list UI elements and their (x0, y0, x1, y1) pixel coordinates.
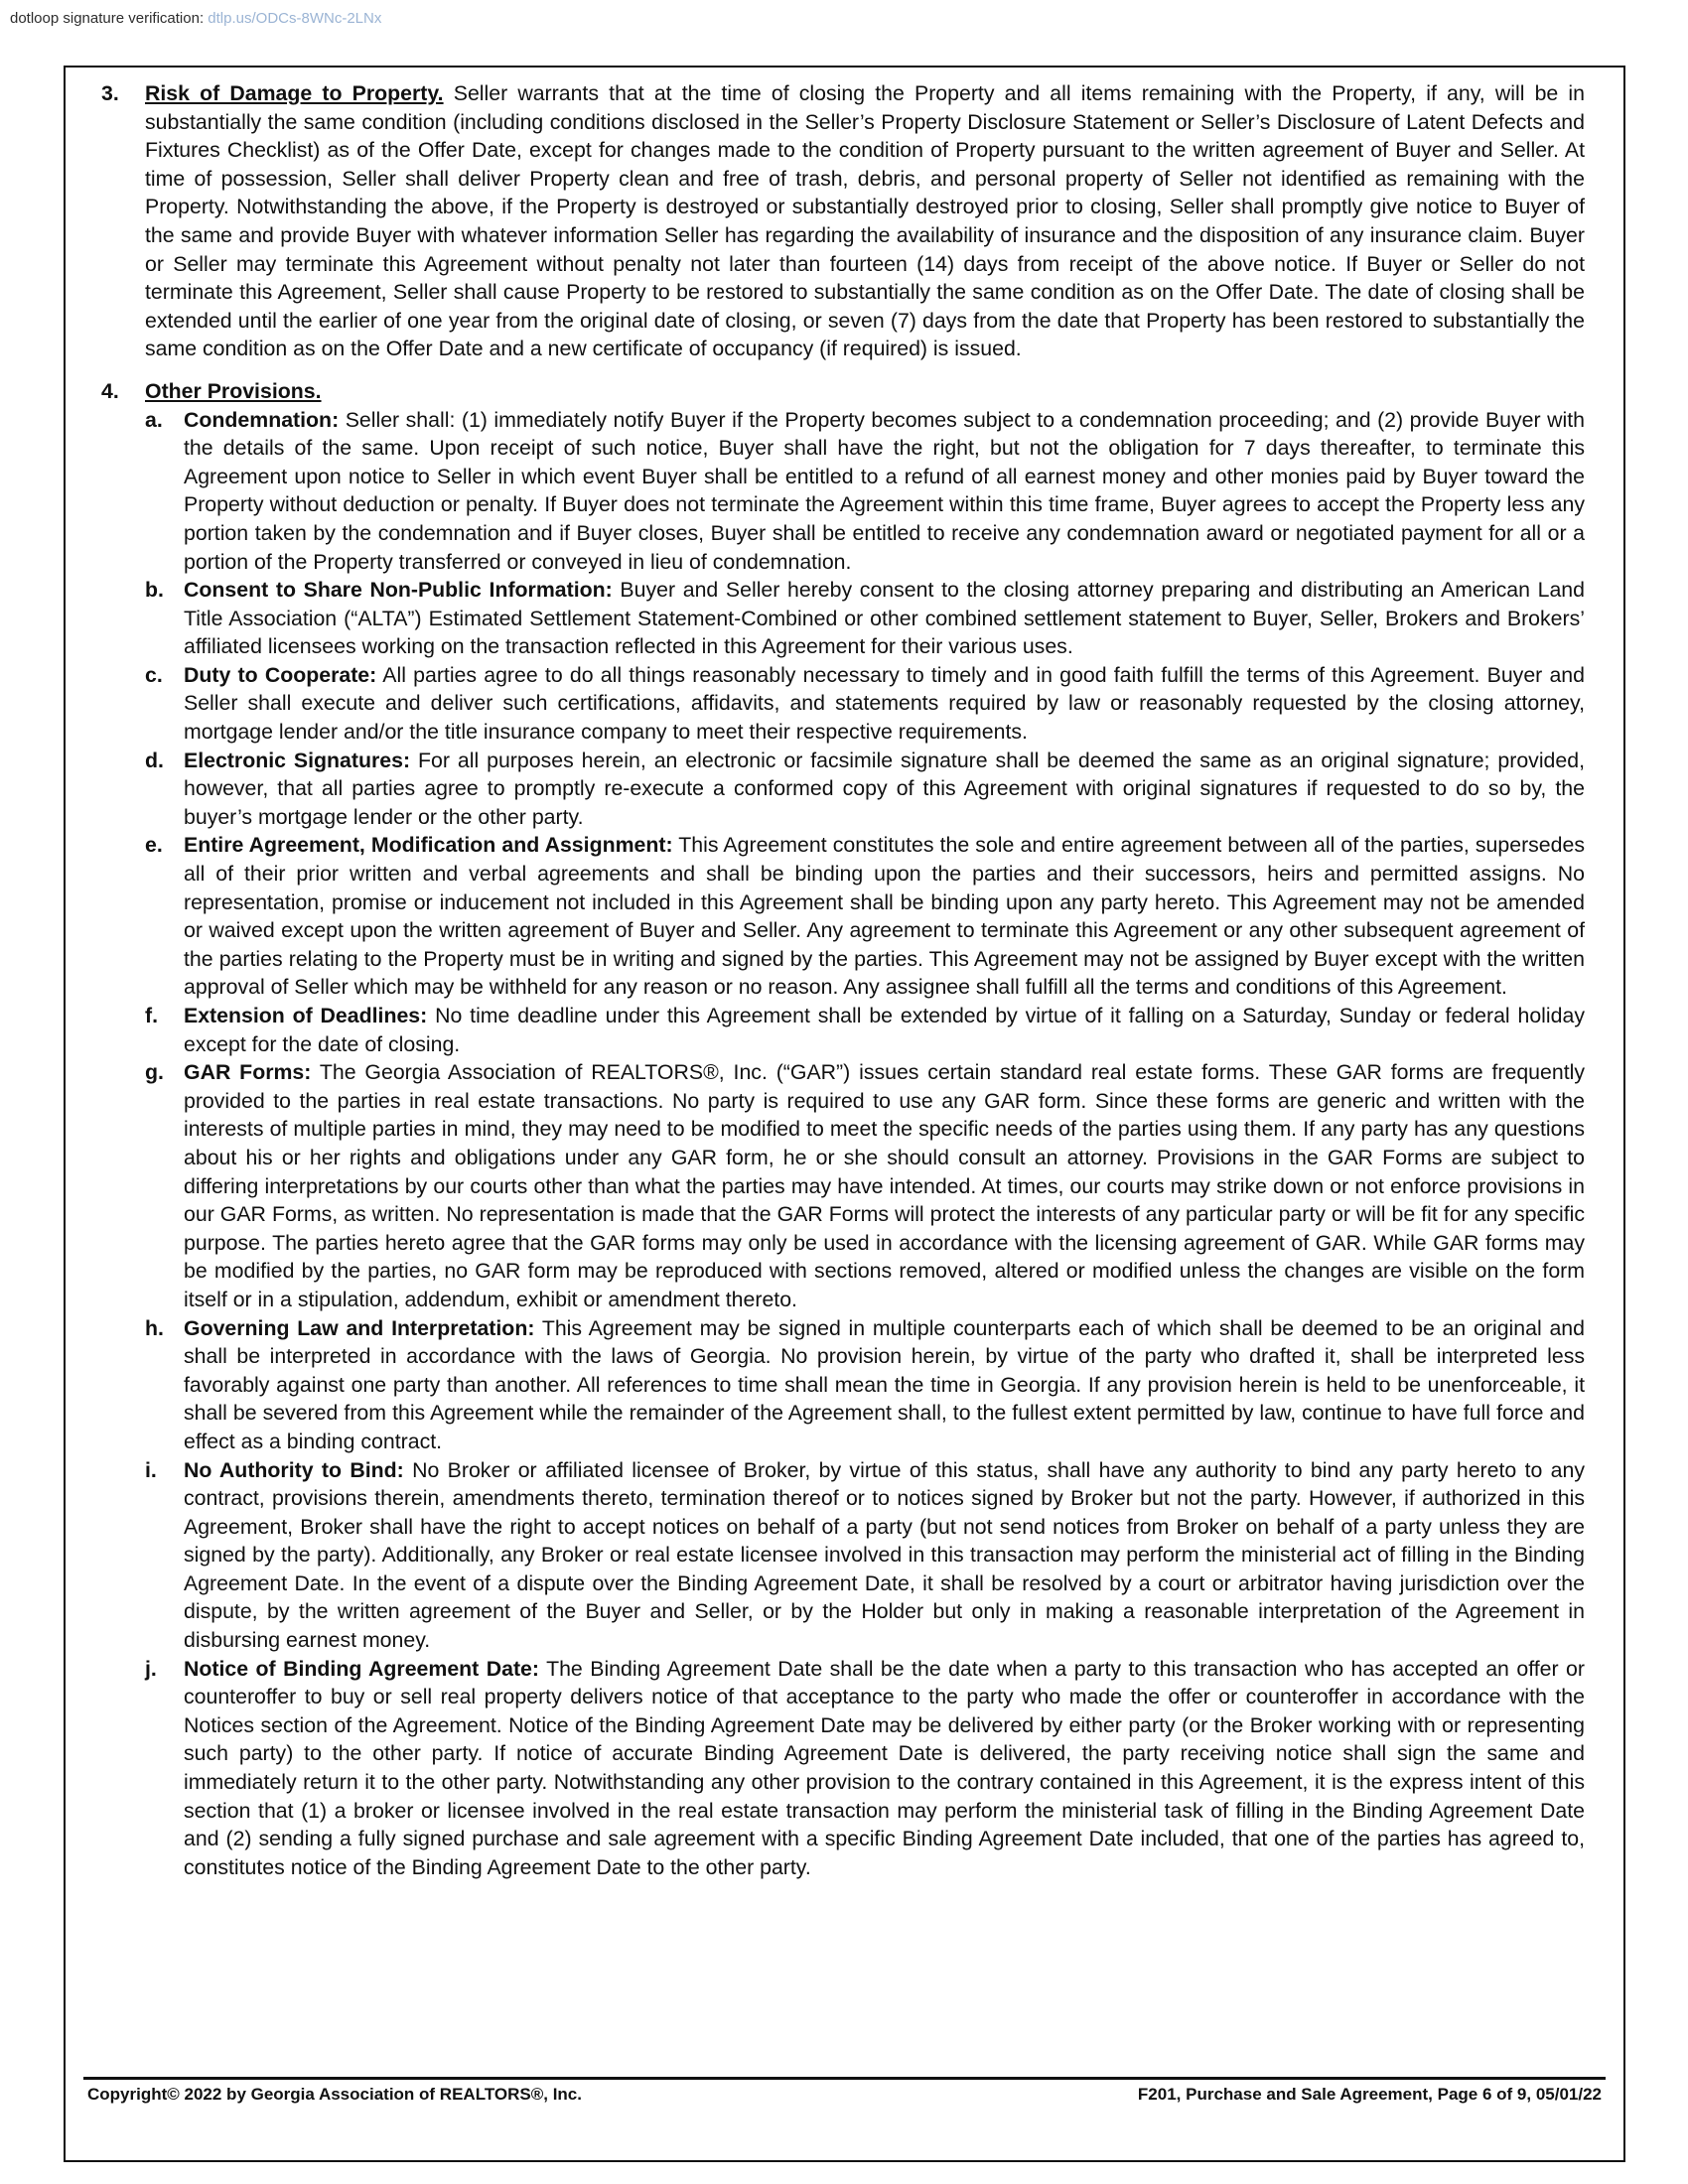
provision-letter: c. (145, 662, 163, 687)
provision-condemnation (145, 406, 1585, 577)
provision-heading: Condemnation: (184, 407, 340, 432)
provision-heading: Entire Agreement, Modification and Assignment: (184, 833, 673, 858)
provision-governing-law (145, 1314, 1585, 1456)
document-body (101, 79, 1585, 1895)
provision-text: Buyer and Seller hereby consent to the closing attorney preparing and distributing an American Land Title Association (“ALTA”) Estimated Settlement Statement-Combined or other combined settlement statement to Buyer, Seller, Brokers and Brokers’ affiliated licensees working on the transaction reflected in this Agreement for their various uses. (184, 578, 1585, 659)
provision-heading: Duty to Cooperate: (184, 662, 377, 687)
provision-heading: Consent to Share Non-Public Information: (184, 578, 613, 603)
section-other-provisions (101, 377, 1585, 1881)
provision-letter: f. (145, 1004, 159, 1027)
section-number: 3. (101, 81, 119, 105)
provision-heading: No Authority to Bind: (184, 1457, 404, 1482)
provision-entire-agreement (145, 831, 1585, 1002)
provision-text: This Agreement may be signed in multiple counterparts each of which shall be deemed to be an original and shall be interpreted in accordance with the laws of Georgia. No provision herein, by virtue of the party who drafted it, shall be interpreted less favorably against one party than another. All references to time shall mean the time in Georgia. If any provision herein is held to be unenforceable, it shall be severed from this Agreement while the remainder of the Agreement shall, to the fullest extent permitted by law, continue to have full force and effect as a binding contract. (184, 1315, 1586, 1453)
section-heading: Risk of Damage to Property. (145, 81, 444, 105)
provision-heading: Electronic Signatures: (184, 748, 411, 772)
provision-electronic-signatures (145, 747, 1585, 832)
provision-letter: g. (145, 1060, 164, 1085)
footer-form-info: F201, Purchase and Sale Agreement, Page 6 of 9, 05/01/22 (1137, 2085, 1602, 2104)
provision-heading: Extension of Deadlines: (184, 1004, 428, 1027)
provision-consent-to-share (145, 576, 1585, 661)
provision-letter: h. (145, 1315, 164, 1340)
provision-text: The Binding Agreement Date shall be the date when a party to this transaction who has accepted an offer or counteroffer to buy or sell real property delivers notice of that acceptance to the party who made the offer or counteroffer in accordance with the Notices section of the Agreement. Notice of the Binding Agreement Date may be delivered by either party (or the Broker working with or representing such party) to the other party. If notice of accurate Binding Agreement Date is delivered, the party receiving notice shall sign the same and immediately return it to the other party. Notwithstanding any other provision to the contrary contained in this Agreement, it is the express intent of this section that (1) a broker or licensee involved in the real estate transaction may perform the ministerial task of filling in the Binding Agreement Date and (2) sending a fully signed purchase and sale agreement with a specific Binding Agreement Date included, that one of the parties has agreed to, constitutes notice of the Binding Agreement Date to the other party. (184, 1656, 1585, 1879)
provision-letter: d. (145, 748, 164, 772)
provision-no-authority-to-bind (145, 1456, 1585, 1655)
verification-link[interactable]: dtlp.us/ODCs-8WNc-2LNx (208, 10, 382, 27)
provision-gar-forms (145, 1058, 1585, 1313)
footer-copyright: Copyright© 2022 by Georgia Association of REALTORS®, Inc. (87, 2085, 582, 2104)
provision-letter: b. (145, 578, 164, 603)
provision-letter: e. (145, 833, 163, 858)
provision-text: No Broker or affiliated licensee of Broker, by virtue of this status, shall have any authority to bind any party hereto to any contract, provisions therein, amendments thereto, termination thereof or to notices signed by Broker but not the party. However, if authorized in this Agreement, Broker shall have the right to accept notices on behalf of a party (but not send notices from Broker on behalf of a party unless they are signed by the party). Additionally, any Broker or real estate licensee involved in this transaction may perform the ministerial act of filling in the Binding Agreement Date. In the event of a dispute over the Binding Agreement Date, it shall be resolved by a court or arbitrator having jurisdiction over the dispute, by the written agreement of the Buyer and Seller, or by the Holder but only in making a reasonable interpretation of the Agreement in disbursing earnest money. (184, 1457, 1585, 1653)
provision-letter: j. (145, 1656, 157, 1681)
section-risk-of-damage (101, 79, 1585, 363)
provision-heading: Notice of Binding Agreement Date: (184, 1656, 539, 1681)
provision-text: The Georgia Association of REALTORS®, Inc. (“GAR”) issues certain standard real estate forms. These GAR forms are frequently provided to the parties in real estate transactions. No party is required to use any GAR form. Since these forms are generic and written with the interests of multiple parties in mind, they may need to be modified to meet the specific needs of the parties using them. If any party has any questions about his or her rights and obligations under any GAR form, he or she should consult an attorney. Provisions in the GAR Forms are subject to differing interpretations by our courts other than what the parties may have intended. At times, our courts may strike down or not enforce provisions in our GAR Forms, as written. No representation is made that the GAR Forms will protect the interests of any particular party or will be fit for any specific purpose. The parties hereto agree that the GAR forms may only be used in accordance with the licensing agreement of GAR. While GAR forms may be modified by the parties, no GAR form may be reproduced with sections removed, altered or modified unless the changes are visible on the form itself or in a stipulation, addendum, exhibit or amendment thereto. (184, 1060, 1586, 1311)
provision-text: This Agreement constitutes the sole and entire agreement between all of the parties, supersedes all of their prior written and verbal agreements and shall be binding upon the parties and their successors, heirs and permitted assigns. No representation, promise or inducement not included in this Agreement shall be binding upon any party hereto. This Agreement may not be amended or waived except upon the written agreement of Buyer and Seller. Any agreement to terminate this Agreement or any other subsequent agreement of the parties relating to the Property must be in writing and signed by the parties. This Agreement may not be assigned by Buyer except with the written approval of Seller which may be withheld for any reason or no reason. Any assignee shall fulfill all the terms and conditions of this Agreement. (184, 833, 1585, 1000)
section-text: Seller warrants that at the time of closing the Property and all items remaining with the Property, if any, will be in substantially the same condition (including conditions disclosed in the Seller’s Property Disclosure Statement or Seller’s Disclosure of Latent Defects and Fixtures Checklist) as of the Offer Date, except for changes made to the condition of Property pursuant to the written agreement of Buyer and Seller. At time of possession, Seller shall deliver Property clean and free of trash, debris, and personal property of Seller not identified as remaining with the Property. Notwithstanding the above, if the Property is destroyed or substantially destroyed prior to closing, Seller shall promptly give notice to Buyer of the same and provide Buyer with whatever information Seller has regarding the availability of insurance and the disposition of any insurance claim. Buyer or Seller may terminate this Agreement without penalty not later than fourteen (14) days from receipt of the above notice. If Buyer or Seller do not terminate this Agreement, Seller shall cause Property to be restored to substantially the same condition as on the Offer Date. The date of closing shall be extended until the earlier of one year from the original date of closing, or seven (7) days from the date that Property has been restored to substantially the same condition as on the Offer Date and a new certificate of occupancy (if required) is issued. (145, 81, 1585, 361)
footer-divider (83, 2077, 1606, 2080)
provision-extension-of-deadlines (145, 1002, 1585, 1058)
provision-heading: Governing Law and Interpretation: (184, 1315, 535, 1340)
verification-label: dotloop signature verification: (10, 10, 205, 27)
provision-text: Seller shall: (1) immediately notify Buyer if the Property becomes subject to a condemnation proceeding; and (2) provide Buyer with the details of the same. Upon receipt of such notice, Buyer shall have the right, but not the obligation for 7 days thereafter, to terminate this Agreement upon notice to Seller in which event Buyer shall be entitled to a refund of all earnest money and other monies paid by Buyer toward the Property without deduction or penalty. If Buyer does not terminate the Agreement within this time frame, Buyer agrees to accept the Property less any portion taken by the condemnation and if Buyer closes, Buyer shall be entitled to receive any condemnation award or negotiated payment for all or a portion of the Property transferred or conveyed in lieu of condemnation. (184, 407, 1585, 574)
provision-text: For all purposes herein, an electronic or facsimile signature shall be deemed the same as an original signature; provided, however, that all parties agree to promptly re-execute a conformed copy of this Agreement with original signatures if requested to do so by, the buyer’s mortgage lender or the other party. (184, 748, 1586, 829)
provision-heading: GAR Forms: (184, 1060, 312, 1085)
section-number: 4. (101, 378, 119, 403)
provision-letter: a. (145, 407, 163, 432)
provision-text: All parties agree to do all things reasonably necessary to timely and in good faith fulfill the terms of this Agreement. Buyer and Seller shall execute and deliver such certifications, affidavits, and statements required by law or reasonably requested by the closing attorney, mortgage lender and/or the title insurance company to meet their respective requirements. (184, 662, 1585, 745)
section-heading: Other Provisions. (145, 378, 322, 403)
verification-bar (10, 10, 381, 27)
provision-duty-to-cooperate (145, 661, 1585, 747)
provision-notice-of-binding-date (145, 1655, 1585, 1882)
provision-letter: i. (145, 1457, 157, 1482)
provision-text: No time deadline under this Agreement shall be extended by virtue of it falling on a Saturday, Sunday or federal holiday except for the date of closing. (184, 1004, 1585, 1056)
page-footer (87, 2085, 1602, 2105)
document-frame (64, 66, 1625, 2162)
